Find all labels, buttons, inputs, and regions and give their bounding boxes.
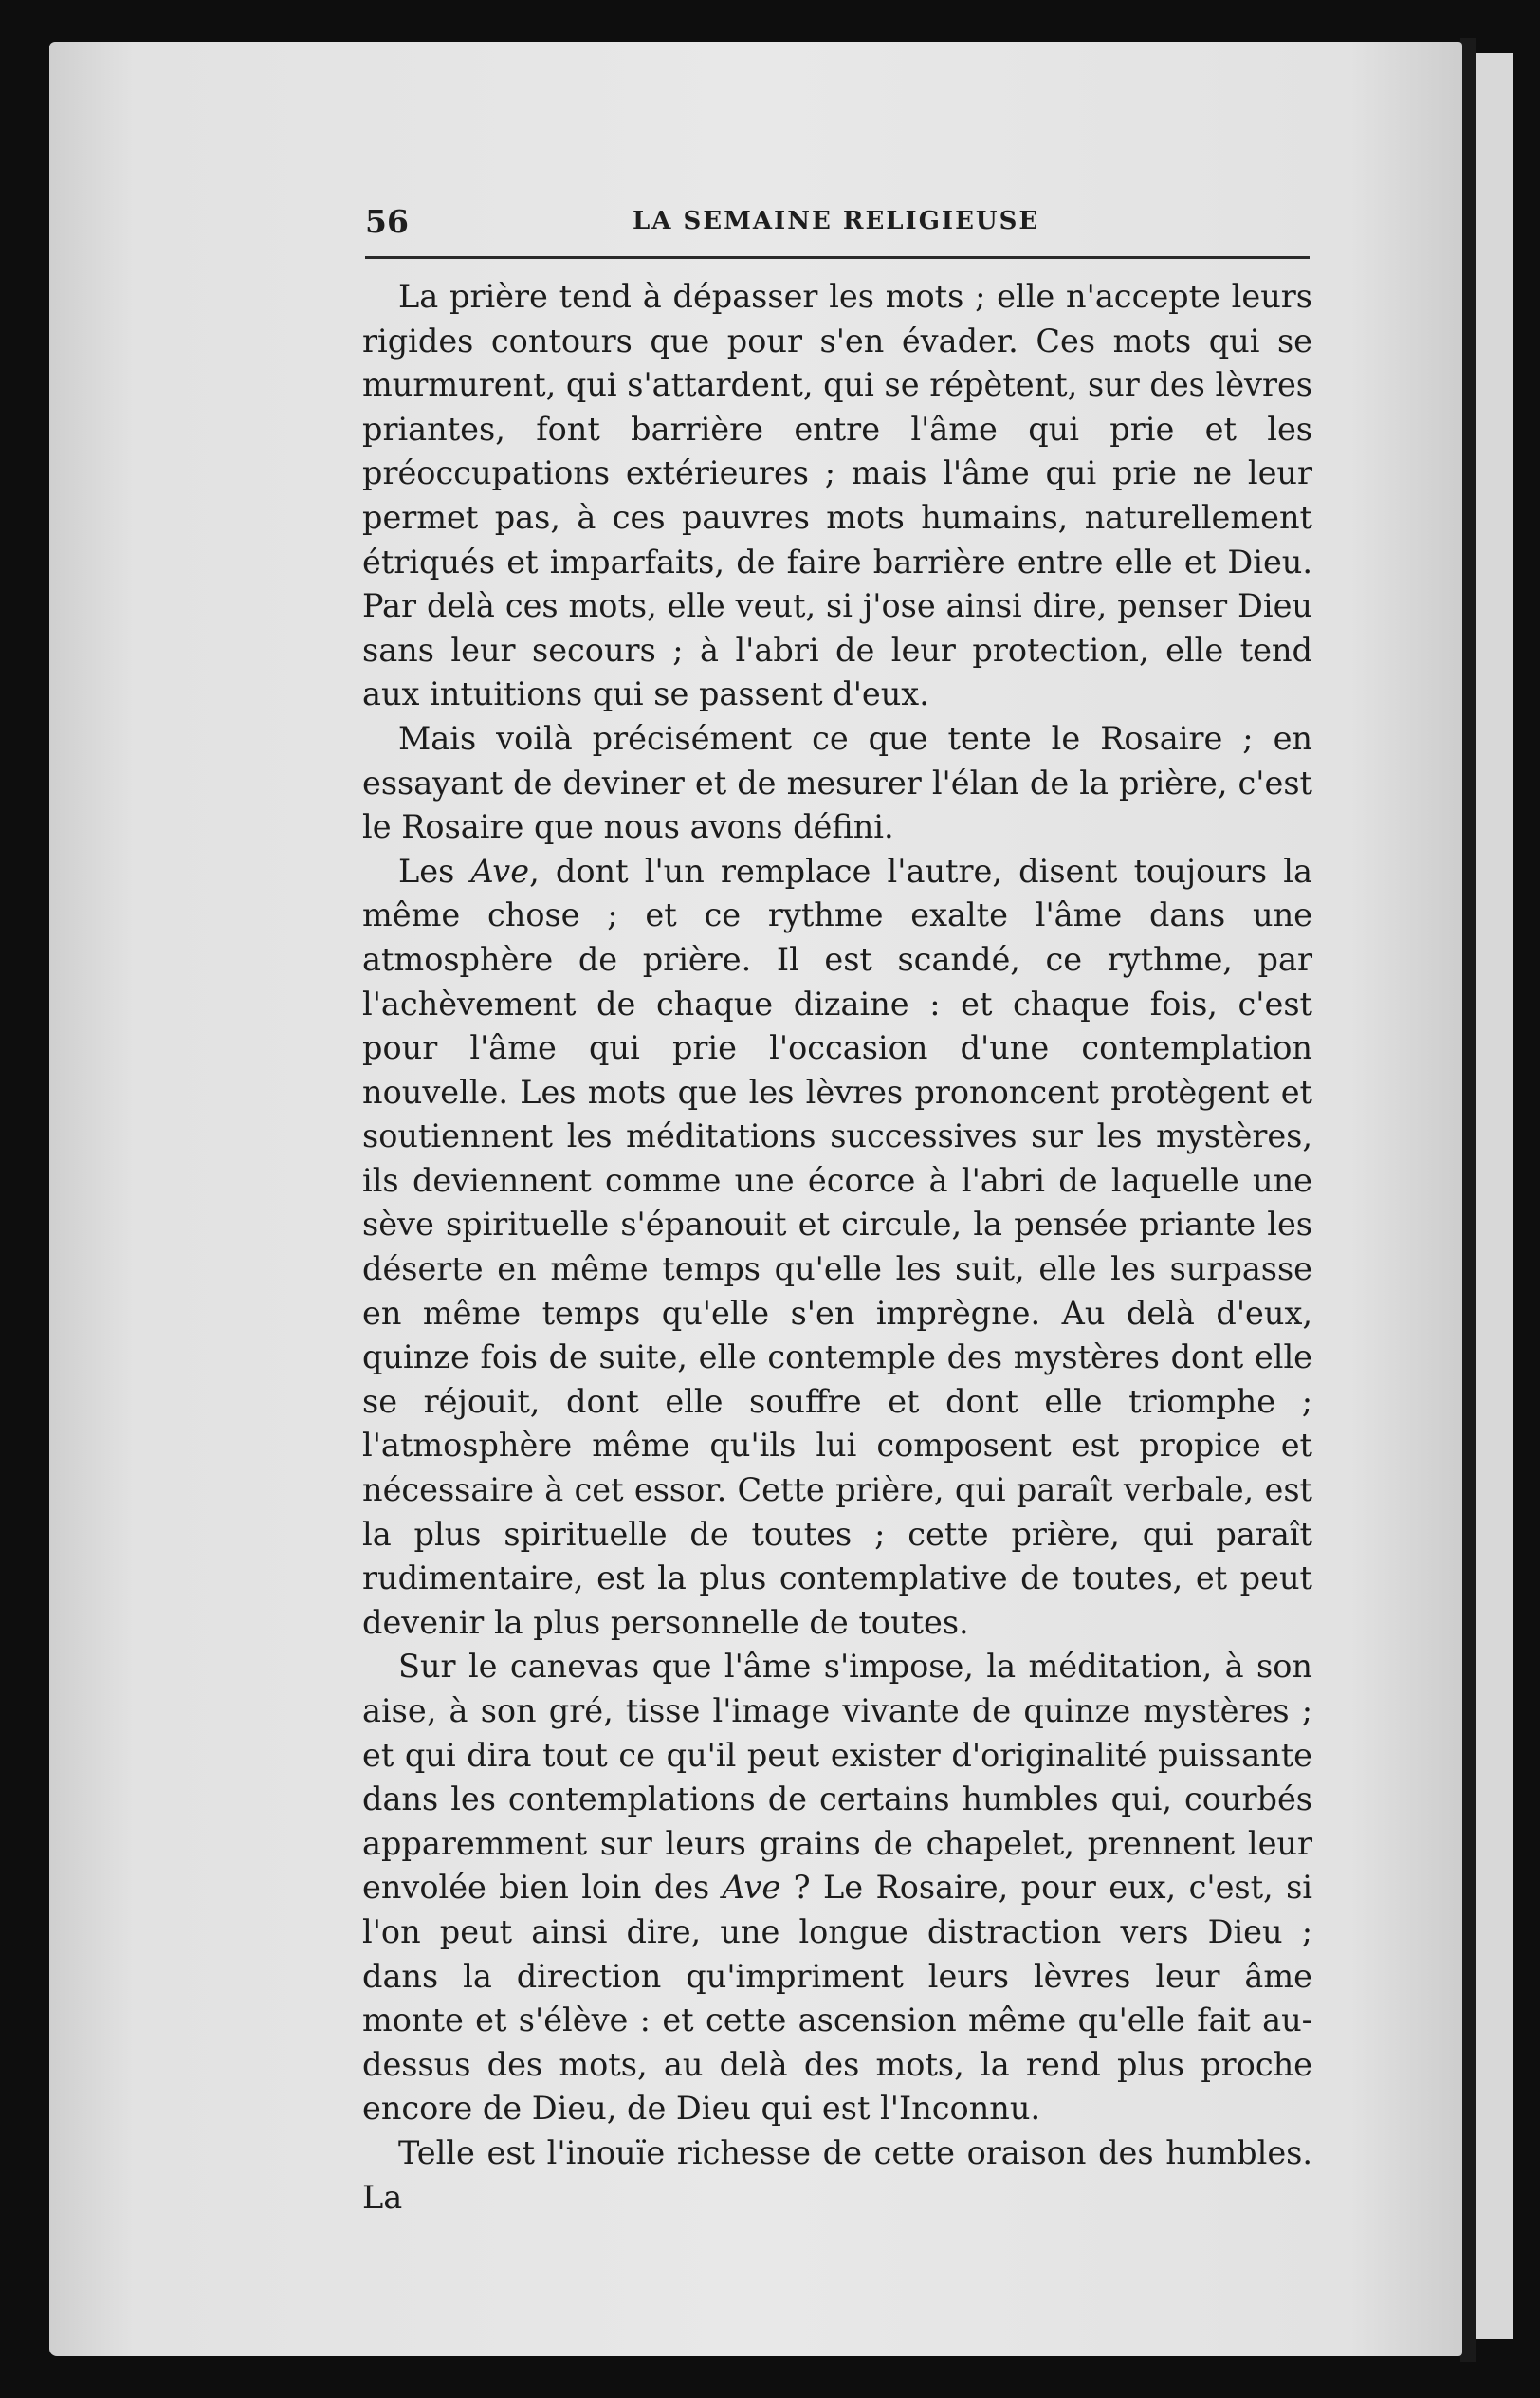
- adjacent-page-edge: [1476, 53, 1513, 2339]
- paragraph-4: [362, 1645, 1312, 2131]
- paragraph-3-text: , dont l'un remplace l'autre, disent toujours la même chose ; et ce rythme exalte l'âme dans une atmosphère de prière. Il est scandé, ce rythme, par l'achèvement de chaque dizaine : et chaque fois, c'est pour l'âme qui prie l'occasion d'une contemplation nouvelle. Les mots que les lèvres prononcent protègent et soutiennent les méditations successives sur les mystères, ils deviennent comme une écorce à l'abri de laquelle une sève spirituelle s'épanouit et circule, la pensée priante les déserte en même temps qu'elle les suit, elle les surpasse en même temps qu'elle s'en imprègne. Au delà d'eux, quinze fois de suite, elle contemple des mystères dont elle se réjouit, dont elle souffre et dont elle triomphe ; l'atmosphère même qu'ils lui composent est propice et nécessaire à cet essor. Cette prière, qui paraît verbale, est la plus spirituelle de toutes ; cette prière, qui paraît rudimentaire, est la plus contemplative de toutes, et peut devenir la plus personnelle de toutes.: [362, 852, 1312, 1641]
- paragraph-3-prefix: Les: [398, 852, 471, 890]
- paragraph-1: [362, 275, 1312, 717]
- page-edge-shadow: [1460, 38, 1476, 2362]
- paragraph-4-italic: Ave: [722, 1869, 781, 1907]
- body-text: [362, 275, 1312, 2220]
- paragraph-3: [362, 850, 1312, 1646]
- paragraph-4-suffix: ? Le Rosaire, pour eux, c'est, si l'on peut ainsi dire, une longue distraction vers Dieu ; dans la direction qu'impriment leurs lèvres leur âme monte et s'élève : et cette ascension même qu'elle fait au-dessus des mots, au delà des mots, la rend plus proche encore de Dieu, de Dieu qui est l'Inconnu.: [362, 1869, 1313, 2128]
- paragraph-2: [362, 717, 1312, 850]
- paragraph-4-text: Sur le canevas que l'âme s'impose, la méditation, à son aise, à son gré, tisse l'image vivante de quinze mystères ; et qui dira tout ce qu'il peut exister d'originalité puissante dans les contemplations de certains humbles qui, courbés apparemment sur leurs grains de chapelet, prennent leur envolée bien loin des: [362, 1648, 1312, 1907]
- paragraph-1-text: La prière tend à dépasser les mots ; elle n'accepte leurs rigides contours que pour s'en évader. Ces mots qui se murmurent, qui s'attardent, qui se répètent, sur des lèvres priantes, font barrière entre l'âme qui prie et les préoccupations extérieures ; mais l'âme qui prie ne leur permet pas, à ces pauvres mots humains, naturellement étriqués et imparfaits, de faire barrière entre elle et Dieu. Par delà ces mots, elle veut, si j'ose ainsi dire, penser Dieu sans leur secours ; à l'abri de leur protection, elle tend aux intuitions qui se passent d'eux.: [362, 278, 1312, 713]
- paragraph-3-italic: Ave: [470, 852, 530, 890]
- paragraph-2-text: Mais voilà précisément ce que tente le Rosaire ; en essayant de deviner et de mesurer l'élan de la prière, c'est le Rosaire que nous avons défini.: [362, 719, 1312, 846]
- page-header: [365, 203, 1310, 259]
- paragraph-5: [362, 2131, 1312, 2220]
- page-number: 56: [365, 203, 409, 240]
- running-title: LA SEMAINE RELIGIEUSE: [632, 207, 1040, 235]
- paragraph-5-text: Telle est l'inouïe richesse de cette oraison des humbles. La: [362, 2133, 1312, 2216]
